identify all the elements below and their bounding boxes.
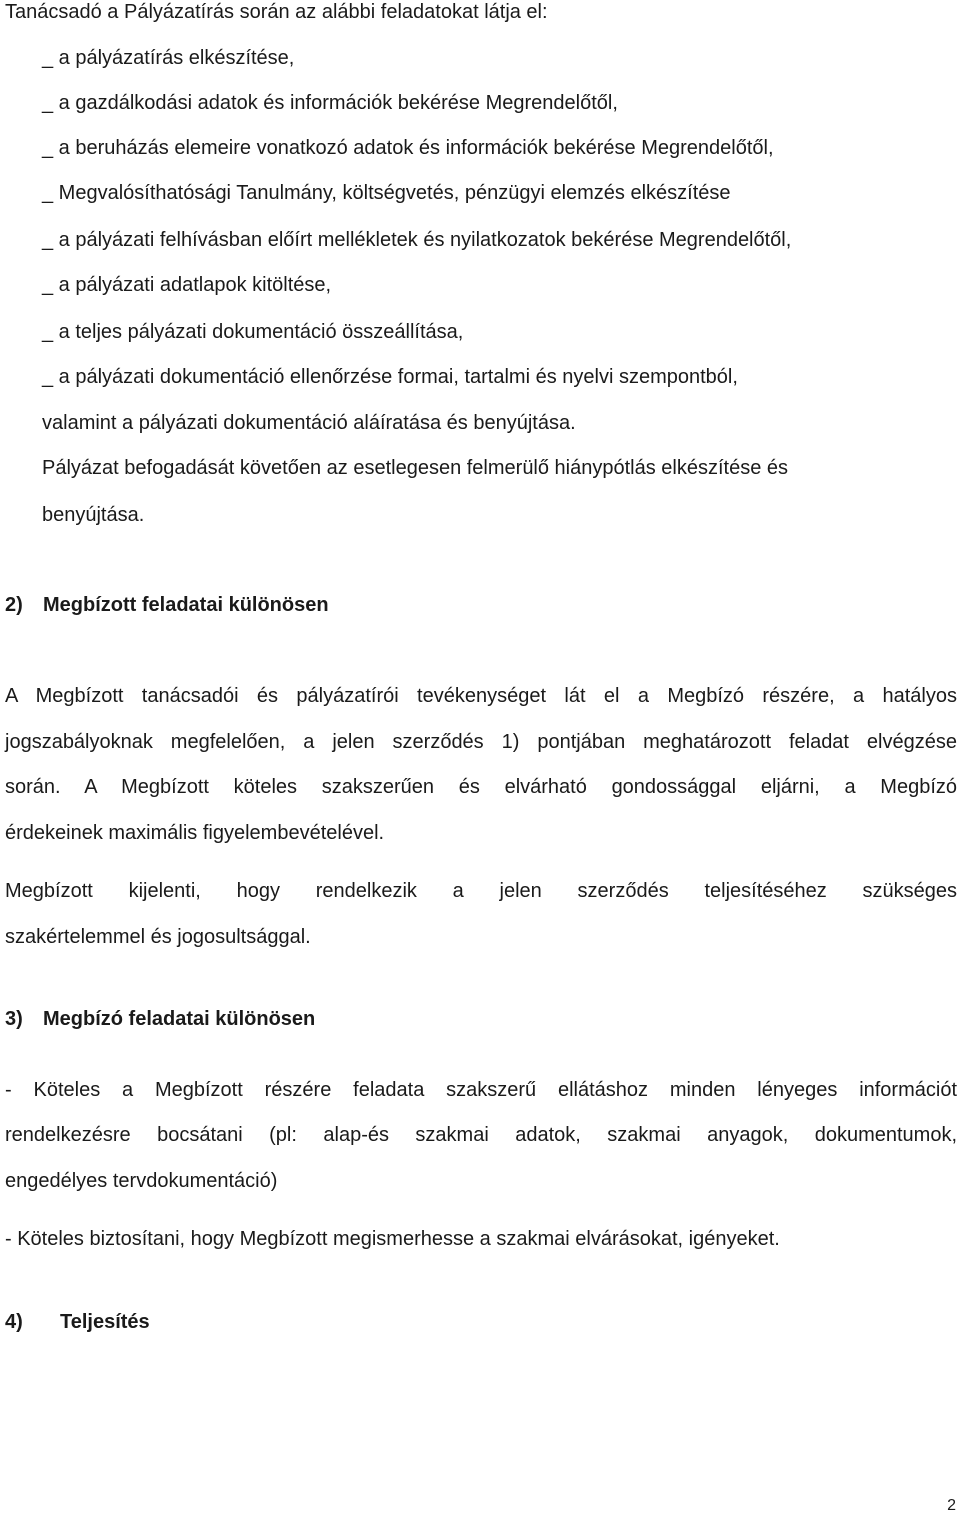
paragraph-line: szakértelemmel és jogosultsággal. xyxy=(5,926,311,948)
paragraph-line: - Köteles biztosítani, hogy Megbízott megismerhesse a szakmai elvárásokat, igényeket. xyxy=(5,1228,780,1250)
section-number: 4) xyxy=(5,1311,23,1333)
list-item: _ a beruházás elemeire vonatkozó adatok és információk bekérése Megrendelőtől, xyxy=(42,137,774,159)
section-number: 2) xyxy=(5,594,23,616)
section-heading-4 xyxy=(5,1310,150,1334)
list-item: Pályázat befogadását követően az esetlegesen felmerülő hiánypótlás elkészítése és xyxy=(42,457,789,479)
list-item: _ a teljes pályázati dokumentáció összeállítása, xyxy=(42,321,464,343)
section-number: 3) xyxy=(5,1008,23,1030)
paragraph-line: rendelkezésre bocsátani (pl: alap-és szakmai adatok, szakmai anyagok, dokumentumok, xyxy=(5,1124,957,1146)
page-number: 2 xyxy=(947,1497,956,1514)
paragraph-line: engedélyes tervdokumentáció) xyxy=(5,1170,278,1192)
list-item: _ Megvalósíthatósági Tanulmány, költségvetés, pénzügyi elemzés elkészítése xyxy=(42,182,731,204)
paragraph-line: érdekeinek maximális figyelembevételével. xyxy=(5,822,385,844)
list-item: valamint a pályázati dokumentáció aláíratása és benyújtása. xyxy=(42,412,576,434)
paragraph-line: - Köteles a Megbízott részére feladata szakszerű ellátáshoz minden lényeges információt xyxy=(5,1079,957,1101)
paragraph-line: A Megbízott tanácsadói és pályázatírói tevékenységet lát el a Megbízó részére, a hatályos xyxy=(5,685,957,707)
section-heading-2 xyxy=(5,593,329,617)
list-item: _ a pályázati felhívásban előírt mellékletek és nyilatkozatok bekérése Megrendelőtől, xyxy=(42,229,792,251)
list-item: benyújtása. xyxy=(42,504,145,526)
section-title: Megbízó feladatai különösen xyxy=(43,1008,316,1030)
list-item: _ a pályázatírás elkészítése, xyxy=(42,47,295,69)
list-item: _ a gazdálkodási adatok és információk bekérése Megrendelőtől, xyxy=(42,92,618,114)
section-heading-3 xyxy=(5,1007,315,1031)
paragraph-line: Megbízott kijelenti, hogy rendelkezik a jelen szerződés teljesítéséhez szükséges xyxy=(5,880,957,902)
list-item: _ a pályázati dokumentáció ellenőrzése formai, tartalmi és nyelvi szempontból, xyxy=(42,366,738,388)
list-item: _ a pályázati adatlapok kitöltése, xyxy=(42,274,332,296)
section-title: Megbízott feladatai különösen xyxy=(43,594,329,616)
section-title: Teljesítés xyxy=(60,1311,150,1333)
intro-text: Tanácsadó a Pályázatírás során az alábbi feladatokat látja el: xyxy=(5,1,548,23)
paragraph-line: jogszabályoknak megfelelően, a jelen szerződés 1) pontjában meghatározott feladat elvégzése xyxy=(5,731,957,753)
paragraph-line: során. A Megbízott köteles szakszerűen és elvárható gondossággal eljárni, a Megbízó xyxy=(5,776,957,798)
